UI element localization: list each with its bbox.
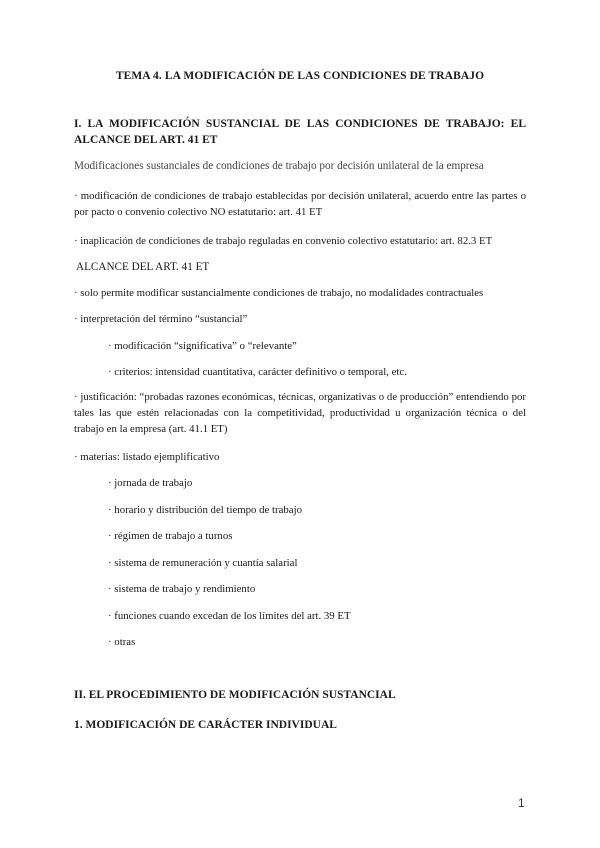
materia-item: · jornada de trabajo [108,477,193,489]
alcance-subheading: ALCANCE DEL ART. 41 ET [76,261,210,273]
alcance-sub-bullet-1: · modificación “significativa” o “relevante” [108,340,297,352]
alcance-bullet-1: · solo permite modificar sustancialmente condiciones de trabajo, no modalidades contractuales [74,287,484,299]
materia-item: · sistema de trabajo y rendimiento [108,583,256,595]
alcance-sub-bullet-2: · criterios: intensidad cuantitativa, carácter definitivo o temporal, etc. [108,366,407,378]
bullet-art-82: · inaplicación de condiciones de trabajo reguladas en convenio colectivo estatutario: art. 82.3 ET [74,235,493,247]
page-number: 1 [518,796,525,810]
section-1-heading: I. LA MODIFICACIÓN SUSTANCIAL DE LAS CONDICIONES DE TRABAJO: EL ALCANCE DEL ART. 41 ET [74,118,526,146]
bullet-art-41: · modificación de condiciones de trabajo establecidas por decisión unilateral, acuerdo entre las partes o por pacto o convenio colectivo NO estatutario: art. 41 ET [74,190,526,218]
materia-item: · horario y distribución del tiempo de trabajo [108,504,302,516]
materia-item: · funciones cuando excedan de los límites del art. 39 ET [108,610,351,622]
materia-item: · otras [108,636,136,648]
document-title: TEMA 4. LA MODIFICACIÓN DE LAS CONDICIONES DE TRABAJO [115,70,485,82]
materia-item: · sistema de remuneración y cuantía salarial [108,557,298,569]
materia-item: · régimen de trabajo a turnos [108,530,233,542]
alcance-bullet-2: · interpretación del término “sustancial” [74,313,248,325]
alcance-bullet-materias: · materias: listado ejemplificativo [74,451,220,463]
alcance-bullet-justificacion: · justificación: “probadas razones económicas, técnicas, organizativas o de producción” entendiendo por tales las que estén relacionadas con la competitividad, productividad u organización técnica o del trabajo en la empresa (art. 41.1 ET) [74,391,526,435]
section-2-subheading: 1. MODIFICACIÓN DE CARÁCTER INDIVIDUAL [74,719,337,731]
section-1-intro: Modificaciones sustanciales de condiciones de trabajo por decisión unilateral de la empresa [74,160,484,172]
section-2-heading: II. EL PROCEDIMIENTO DE MODIFICACIÓN SUSTANCIAL [74,689,396,701]
